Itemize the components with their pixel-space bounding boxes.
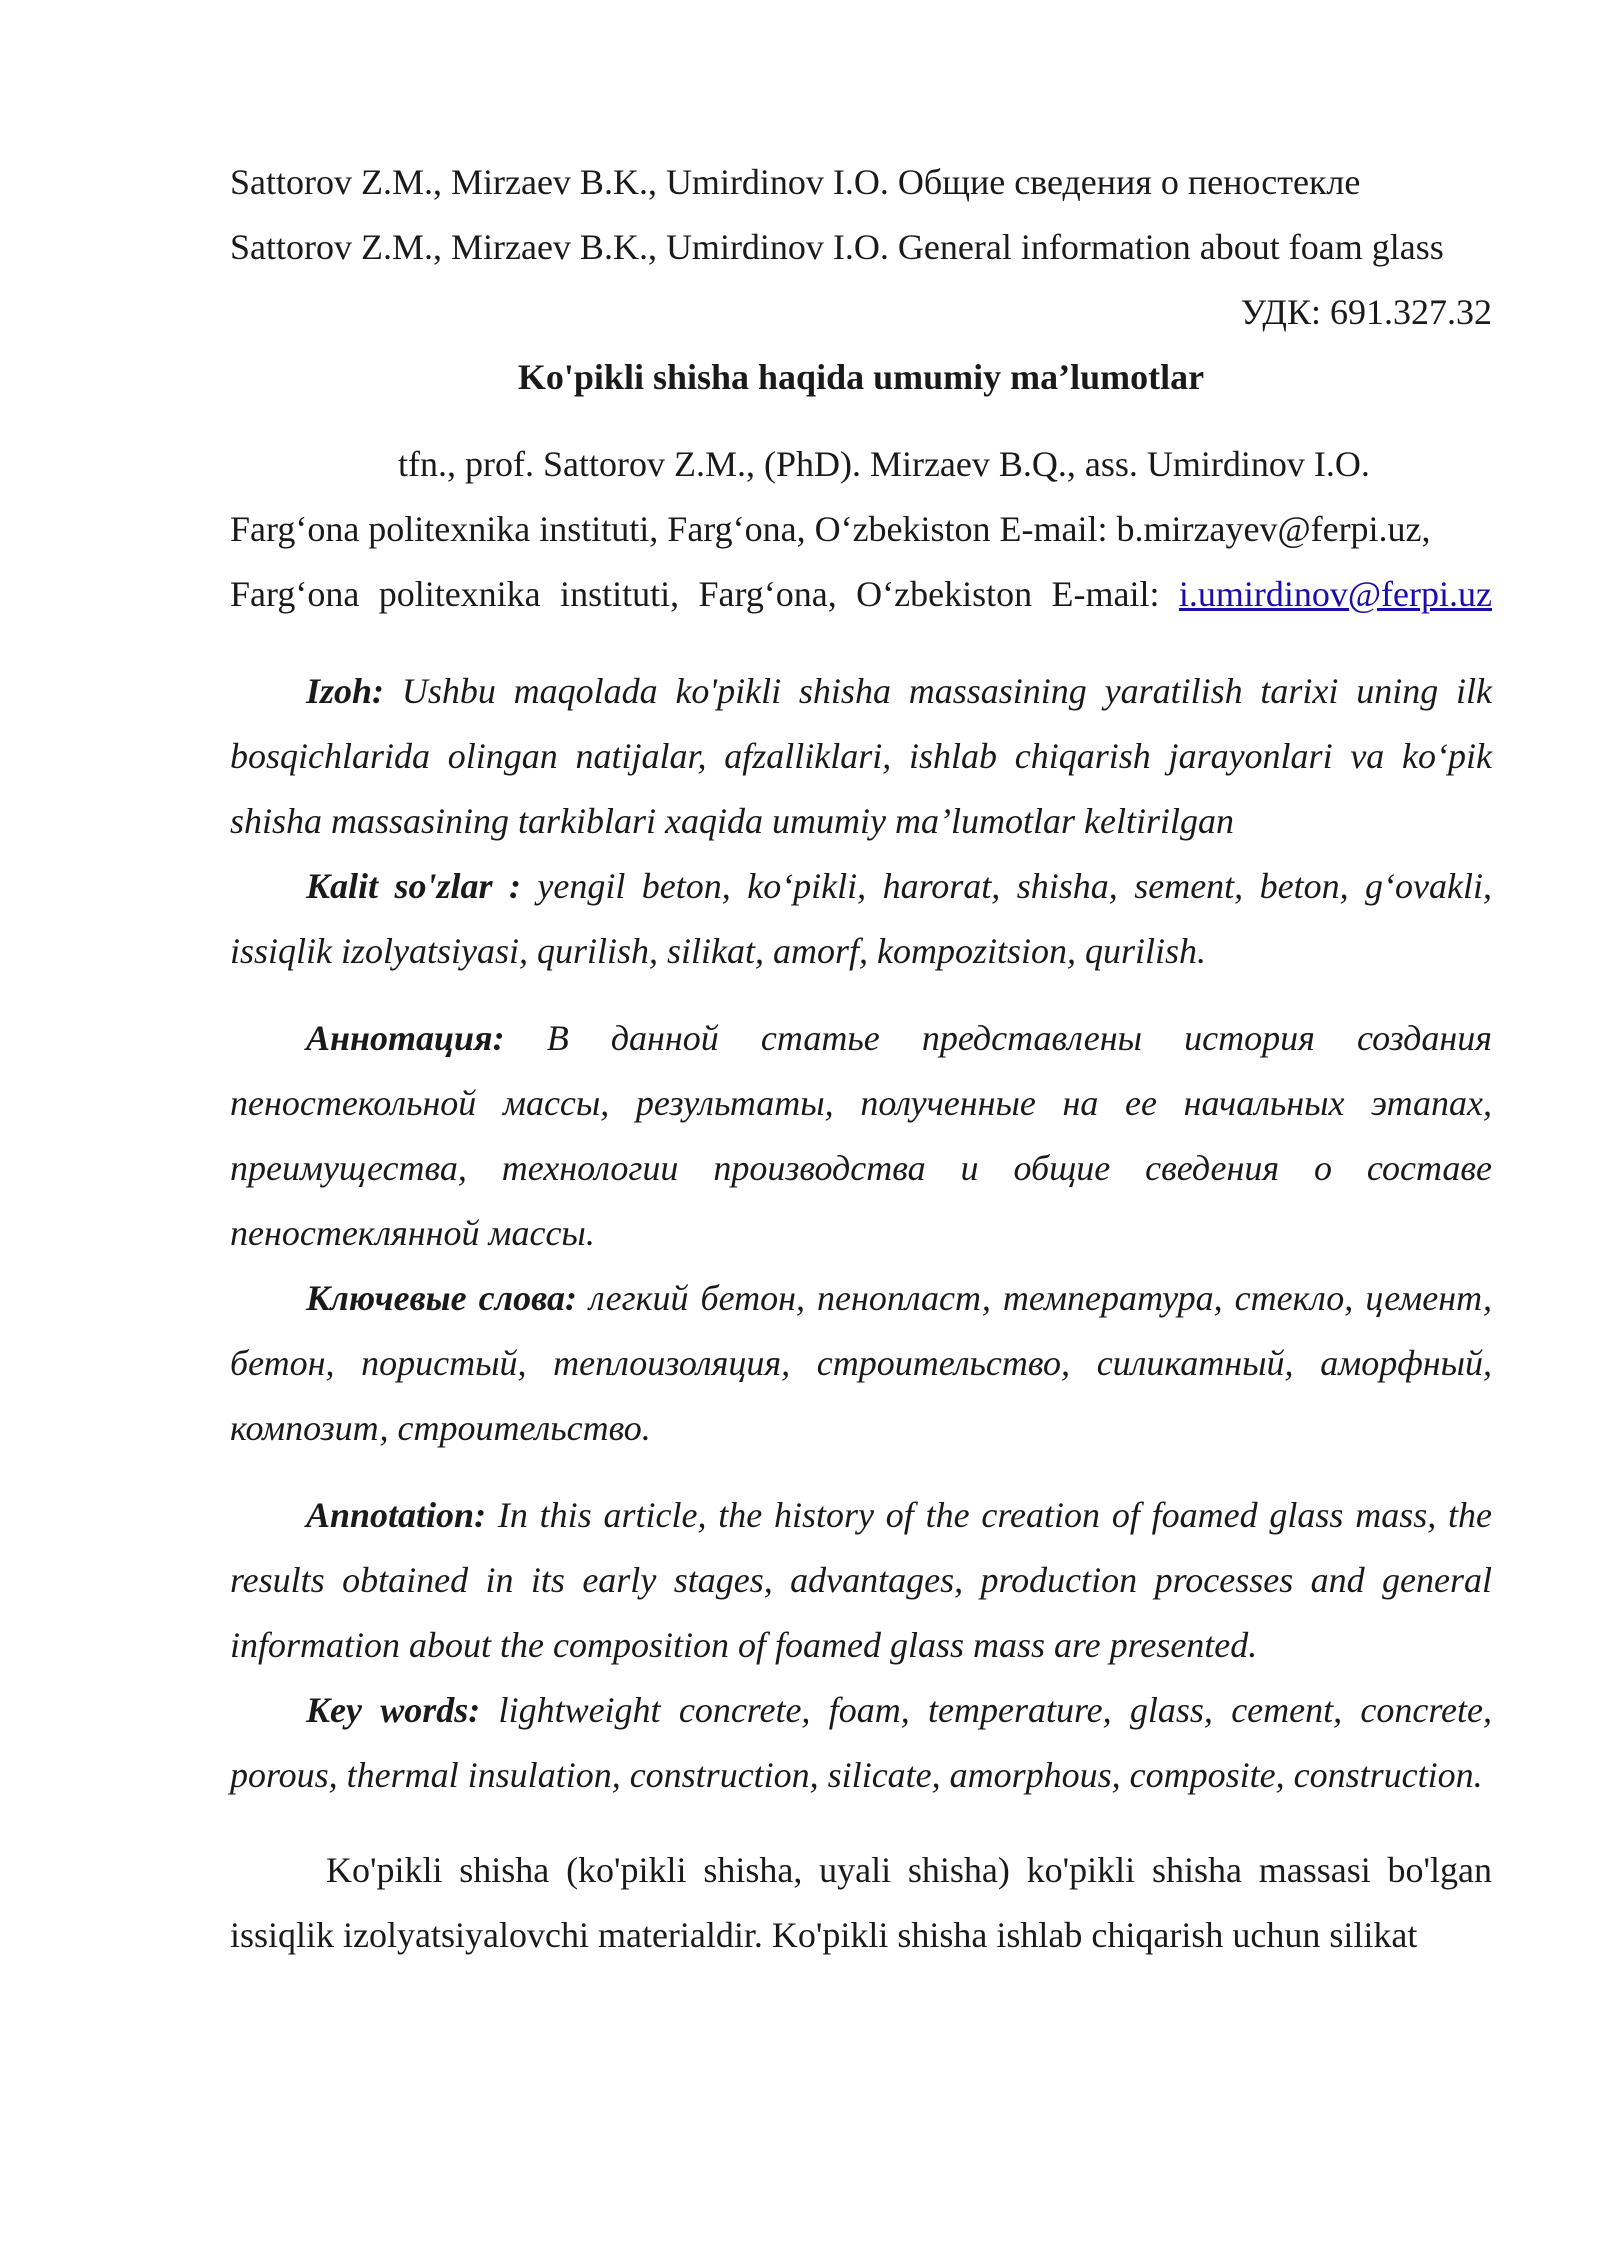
keywords-ru-label: Ключевые слова: [306,1278,577,1318]
abstract-uz-label: Izoh: [306,671,385,711]
keywords-ru [230,1266,1492,1461]
abstract-ru-text: В данной статье представлены история создания пеностекольной массы, результаты, полученные на ее начальных этапах, преимущества, технологии производства и общие сведения о составе пеностеклянной массы. [230,1018,1492,1253]
citation-en: Sattorov Z.M., Mirzaev B.K., Umirdinov I.O. General information about foam glass [230,227,1444,267]
keywords-uz-text: yengil beton, ko‘pikli, harorat, shisha, sement, beton, g‘ovakli, issiqlik izolyatsiyasi, qurilish, silikat, amorf, kompozitsion, qurilish. [230,866,1492,971]
body-paragraph: Ko'pikli shisha (ko'pikli shisha, uyali shisha) ko'pikli shisha massasi bo'lgan issiqlik izolyatsiyalovchi materialdir. Ko'pikli shisha ishlab chiqarish uchun silikat [230,1850,1492,1955]
affiliation-1: Farg‘ona politexnika instituti, Farg‘ona, O‘zbekiston E-mail: b.mirzayev@ferpi.uz, [230,509,1431,549]
abstract-en-text: In this article, the history of the creation of foamed glass mass, the results obtained in its early stages, advantages, production processes and general information about the composition of foamed glass mass are presented. [230,1495,1492,1665]
abstract-ru [230,1006,1492,1266]
authors-line: tfn., prof. Sattorov Z.M., (PhD). Mirzaev B.Q., ass. Umirdinov I.O. [398,444,1370,484]
citation-ru: Sattorov Z.M., Mirzaev B.K., Umirdinov I.O. Общие сведения о пеностекле [230,162,1361,202]
keywords-uz [230,854,1492,984]
keywords-uz-label: Kalit so'zlar : [306,866,521,906]
abstract-en-label: Annotation: [306,1495,487,1535]
abstract-en [230,1483,1492,1678]
udk-code: УДК: 691.327.32 [1240,292,1492,332]
paper-page [230,150,1492,1968]
affiliation-2-text: Farg‘ona politexnika instituti, Farg‘ona, O‘zbekiston E-mail: [230,574,1179,614]
email-link[interactable]: i.umirdinov@ferpi.uz [1178,574,1492,614]
keywords-en-label: Key words: [306,1690,481,1730]
paper-title: Ko'pikli shisha haqida umumiy ma’lumotlar [517,357,1205,397]
keywords-en [230,1678,1492,1808]
affiliation-2 [230,562,1492,627]
keywords-en-text: lightweight concrete, foam, temperature, glass, cement, concrete, porous, thermal insulation, construction, silicate, amorphous, composite, construction. [230,1690,1492,1795]
abstract-ru-label: Аннотация: [306,1018,505,1058]
abstract-uz-text: Ushbu maqolada ko'pikli shisha massasining yaratilish tarixi uning ilk bosqichlarida olingan natijalar, afzalliklari, ishlab chiqarish jarayonlari va ko‘pik shisha massasining tarkiblari xaqida umumiy ma’lumotlar keltirilgan [230,671,1492,841]
abstract-uz [230,659,1492,854]
keywords-ru-text: легкий бетон, пенопласт, температура, стекло, цемент, бетон, пористый, теплоизоляция, строительство, силикатный, аморфный, композит, строительство. [230,1278,1493,1448]
